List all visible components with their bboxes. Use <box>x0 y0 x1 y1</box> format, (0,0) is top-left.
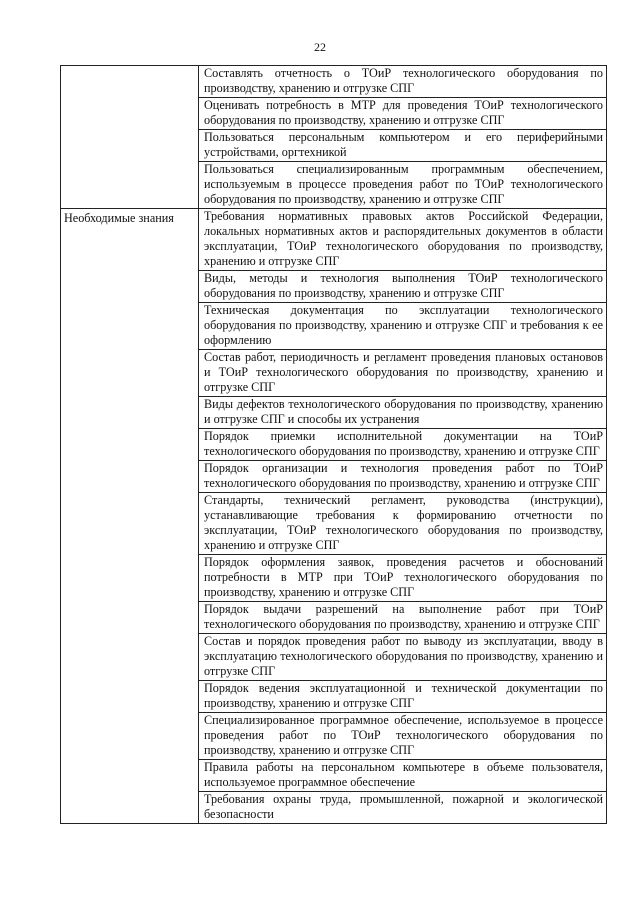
skill-item: Оценивать потребность в МТР для проведения ТОиР технологического оборудования по производству, хранению и отгрузке СПГ <box>199 98 607 130</box>
skill-item: Пользоваться специализированным программным обеспечением, используемым в процессе проведения работ по ТОиР технологического оборудования по производству, хранению и отгрузке СПГ <box>199 162 607 209</box>
knowledge-item: Требования нормативных правовых актов Российской Федерации, локальных нормативных актов и распорядительных документов в области эксплуатации, ТОиР технологического оборудования по производству, хранению и отгрузке СПГ <box>199 209 607 271</box>
knowledge-item: Порядок оформления заявок, проведения расчетов и обоснований потребности в МТР при ТОиР технологического оборудования по производству, хранению и отгрузке СПГ <box>199 555 607 602</box>
knowledge-item: Специализированное программное обеспечение, используемое в процессе проведения работ по ТОиР технологического оборудования по производству, хранению и отгрузке СПГ <box>199 713 607 760</box>
knowledge-item: Порядок выдачи разрешений на выполнение работ при ТОиР технологического оборудования по производству, хранению и отгрузке СПГ <box>199 602 607 634</box>
skills-label-cell <box>61 66 199 209</box>
knowledge-item: Состав работ, периодичность и регламент проведения плановых остановов и ТОиР технологического оборудования по производству, хранению и отгрузке СПГ <box>199 350 607 397</box>
skill-item: Пользоваться персональным компьютером и его периферийными устройствами, оргтехникой <box>199 130 607 162</box>
knowledge-item: Стандарты, технический регламент, руководства (инструкции), устанавливающие требования к формированию отчетности по эксплуатации, ТОиР технологического оборудования по производству, хранению и отгрузке СПГ <box>199 493 607 555</box>
knowledge-item: Виды, методы и технология выполнения ТОиР технологического оборудования по производству, хранению и отгрузке СПГ <box>199 271 607 303</box>
table-row <box>61 209 607 271</box>
knowledge-item: Состав и порядок проведения работ по выводу из эксплуатации, вводу в эксплуатацию технологического оборудования по производству, хранению и отгрузке СПГ <box>199 634 607 681</box>
knowledge-item: Требования охраны труда, промышленной, пожарной и экологической безопасности <box>199 792 607 824</box>
knowledge-label: Необходимые знания <box>61 209 199 824</box>
knowledge-item: Техническая документация по эксплуатации технологического оборудования по производству, хранению и отгрузке СПГ и требования к ее оформлению <box>199 303 607 350</box>
table-row <box>61 66 607 98</box>
skill-item: Составлять отчетность о ТОиР технологического оборудования по производству, хранению и отгрузке СПГ <box>199 66 607 98</box>
knowledge-item: Правила работы на персональном компьютере в объеме пользователя, используемое программное обеспечение <box>199 760 607 792</box>
competency-table <box>60 65 607 824</box>
knowledge-item: Виды дефектов технологического оборудования по производству, хранению и отгрузке СПГ и способы их устранения <box>199 397 607 429</box>
knowledge-item: Порядок приемки исполнительной документации на ТОиР технологического оборудования по производству, хранению и отгрузке СПГ <box>199 429 607 461</box>
page-number: 22 <box>314 40 326 54</box>
knowledge-item: Порядок ведения эксплуатационной и технической документации по производству, хранению и отгрузке СПГ <box>199 681 607 713</box>
knowledge-item: Порядок организации и технология проведения работ по ТОиР технологического оборудования по производству, хранению и отгрузке СПГ <box>199 461 607 493</box>
